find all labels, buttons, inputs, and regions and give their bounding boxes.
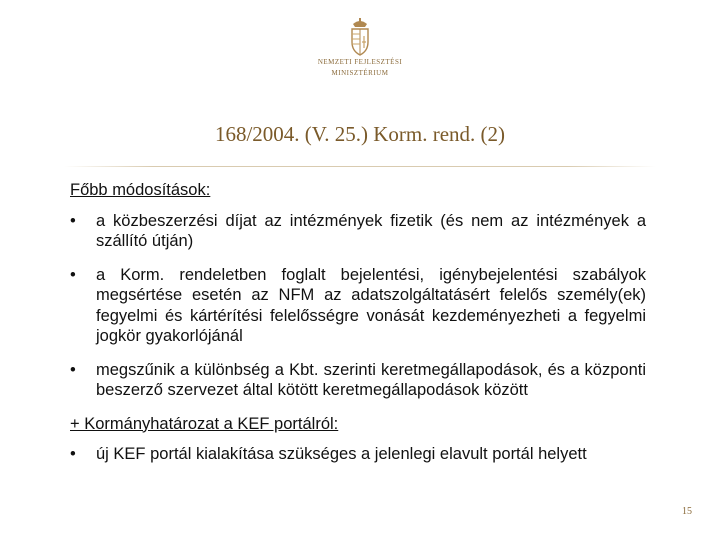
bullet-marker: • (70, 445, 76, 463)
section-heading-government-decision: + Kormányhatározat a KEF portálról: (70, 414, 339, 433)
list-item-text: a Korm. rendeletben foglalt bejelentési, igénybejelentési szabályok megsértése esetén az NFM az adatszolgáltatásért felelős személy(ek) fegyelmi és kártérítési felelősségre vonását kezdeményezheti a fegyelmi jogkör gyakorlójánál (96, 265, 646, 345)
main-changes-list (70, 211, 646, 401)
bullet-marker: • (70, 360, 76, 379)
list-item (70, 444, 646, 465)
slide-content (70, 180, 646, 478)
government-decision-list (70, 444, 646, 465)
ministry-name-line2: MINISZTÉRIUM (331, 69, 389, 77)
section-heading-main-changes: Főbb módosítások: (70, 181, 211, 199)
list-item-text: a közbeszerzési díjat az intézmények fizetik (és nem az intézmények a szállító útján) (96, 211, 646, 250)
ministry-name-line1: NEMZETI FEJLESZTÉSI (317, 58, 403, 66)
page-number: 15 (682, 506, 692, 517)
list-item-text: megszűnik a különbség a Kbt. szerinti keretmegállapodások, és a központi beszerző szervezet által kötött keretmegállapodások között (96, 360, 646, 399)
hungarian-coat-of-arms-icon (348, 18, 372, 56)
list-item (70, 360, 646, 401)
list-item-text: új KEF portál kialakítása szükséges a jelenlegi elavult portál helyett (96, 445, 587, 463)
slide-title: 168/2004. (V. 25.) Korm. rend. (2) (214, 122, 506, 146)
list-item (70, 211, 646, 252)
title-divider (64, 166, 656, 167)
bullet-marker: • (70, 211, 76, 230)
bullet-marker: • (70, 265, 76, 284)
list-item (70, 265, 646, 347)
ministry-logo (310, 18, 410, 88)
